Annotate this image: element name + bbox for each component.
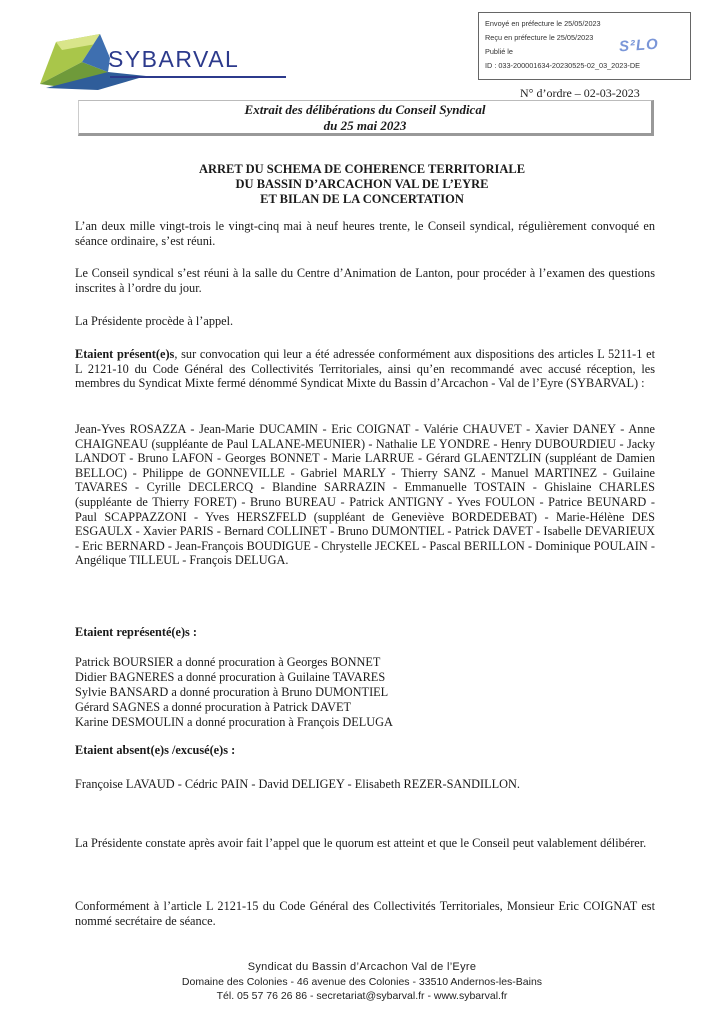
footer-organization: Syndicat du Bassin d’Arcachon Val de l’Eyre xyxy=(247,961,477,973)
logo-underline xyxy=(110,76,286,78)
stamp-s2lo-mark: S²LO xyxy=(618,35,660,56)
title-line-2: DU BASSIN D’ARCACHON VAL DE L’EYRE xyxy=(235,177,489,191)
present-members-list: Jean-Yves ROSAZZA - Jean-Marie DUCAMIN - Eric COIGNAT - Valérie CHAUVET - Xavier DANEY - Anne CHAIGNEAU (suppléante de Paul LALANE-MEUNIER) - Nathalie LE YONDRE - Henry DUBOURDIEU - Jacky LANDOT - Bruno LAFON - Georges BONNET - Marie LARRUE - Gérard GLAENTZLIN (suppléant de Damien BELLOC) - Philippe de GONNEVILLE - Gabriel MARLY - Thierry SANZ - Manuel MARTINEZ - Guilaine TAVARES - Cyrille DECLERCQ - Blandine SARRAZIN - Emmanuelle TOSTAIN - Ghislaine CHARLES (suppléante de Thierry FORET) - Bruno BUREAU - Patrick ANTIGNY - Yves FOULON - Patrice BEUNARD - Paul SCAPPAZZONI - Yves HERSZFELD (suppléant de Geneviève BORDEDEBAT) - Marie-Hélène DES ESGAULX - Xavier PARIS - Bernard COLLINET - Bruno DUMONTIEL - Patrick DAVET - Isabelle DEVARIEUX - Eric BERNARD - Jean-François BOUDIGUE - Chrystelle JECKEL - Pascal BERILLON - Dominique POULAIN - Angélique TILLEUL - François DELUGA. xyxy=(75,422,655,568)
prefecture-stamp xyxy=(478,12,691,80)
opening-paragraph: L’an deux mille vingt-trois le vingt-cinq mai à neuf heures trente, le Conseil syndical, régulièrement convoqué en séance ordinaire, s’est réuni. xyxy=(75,219,655,248)
footer-contact: Tél. 05 57 76 26 86 - secretariat@sybarval.fr - www.sybarval.fr xyxy=(216,990,508,1002)
list-item: Patrick BOURSIER a donné procuration à Georges BONNET xyxy=(75,655,381,669)
stamp-published-line: Publié le xyxy=(485,47,513,56)
document-title xyxy=(60,162,664,207)
list-item: Gérard SAGNES a donné procuration à Patrick DAVET xyxy=(75,700,352,714)
quorum-paragraph: La Présidente constate après avoir fait l’appel que le quorum est atteint et que le Conseil peut valablement délibérer. xyxy=(75,836,647,850)
represented-list xyxy=(75,655,393,730)
page-footer xyxy=(60,960,664,1003)
list-item: Sylvie BANSARD a donné procuration à Bruno DUMONTIEL xyxy=(75,685,389,699)
absent-list: Françoise LAVAUD - Cédric PAIN - David DELIGEY - Elisabeth REZER-SANDILLON. xyxy=(75,777,521,791)
title-line-3: ET BILAN DE LA CONCERTATION xyxy=(260,192,464,206)
list-item: Didier BAGNERES a donné procuration à Guilaine TAVARES xyxy=(75,670,386,684)
title-line-1: ARRET DU SCHEMA DE COHERENCE TERRITORIALE xyxy=(198,162,526,176)
order-number: N° d’ordre – 02-03-2023 xyxy=(520,86,640,100)
footer-address: Domaine des Colonies - 46 avenue des Colonies - 33510 Andernos-les-Bains xyxy=(181,976,543,988)
stamp-id-line: ID : 033-200001634-20230525-02_03_2023-DE xyxy=(485,61,640,70)
present-label: Etaient présent(e)s xyxy=(75,347,175,361)
location-paragraph: Le Conseil syndical s’est réuni à la salle du Centre d’Animation de Lanton, pour procéder à l’examen des questions inscrites à l’ordre du jour. xyxy=(75,266,655,295)
list-item: Karine DESMOULIN a donné procuration à François DELUGA xyxy=(75,715,393,729)
present-text: , sur convocation qui leur a été adressée conformément aux dispositions des articles L 5211-1 et L 2121-10 du Code Général des Collectivités Territoriales, ainsi qu’en recommandé avec accusé réception, les membres du Syndicat Mixte fermé dénommé Syndicat Mixte du Bassin d’Arcachon - Val de l’Eyre (SYBARVAL) : xyxy=(75,347,655,390)
present-paragraph xyxy=(75,347,655,391)
header-line-1: Extrait des délibérations du Conseil Syndical xyxy=(244,102,486,117)
roll-call-paragraph: La Présidente procède à l’appel. xyxy=(75,314,234,328)
sybarval-logo xyxy=(38,32,288,90)
logo-text: SYBARVAL xyxy=(108,46,240,72)
stamp-sent-line: Envoyé en préfecture le 25/05/2023 xyxy=(485,19,601,28)
deliberation-header-box xyxy=(78,100,654,136)
stamp-received-line: Reçu en préfecture le 25/05/2023 xyxy=(485,33,594,42)
secretary-paragraph: Conformément à l’article L 2121-15 du Code Général des Collectivités Territoriales, Monsieur Eric COIGNAT est nommé secrétaire de séance. xyxy=(75,899,655,928)
header-line-2: du 25 mai 2023 xyxy=(323,118,407,133)
represented-heading: Etaient représenté(e)s : xyxy=(75,625,198,639)
absent-heading: Etaient absent(e)s /excusé(e)s : xyxy=(75,743,236,757)
